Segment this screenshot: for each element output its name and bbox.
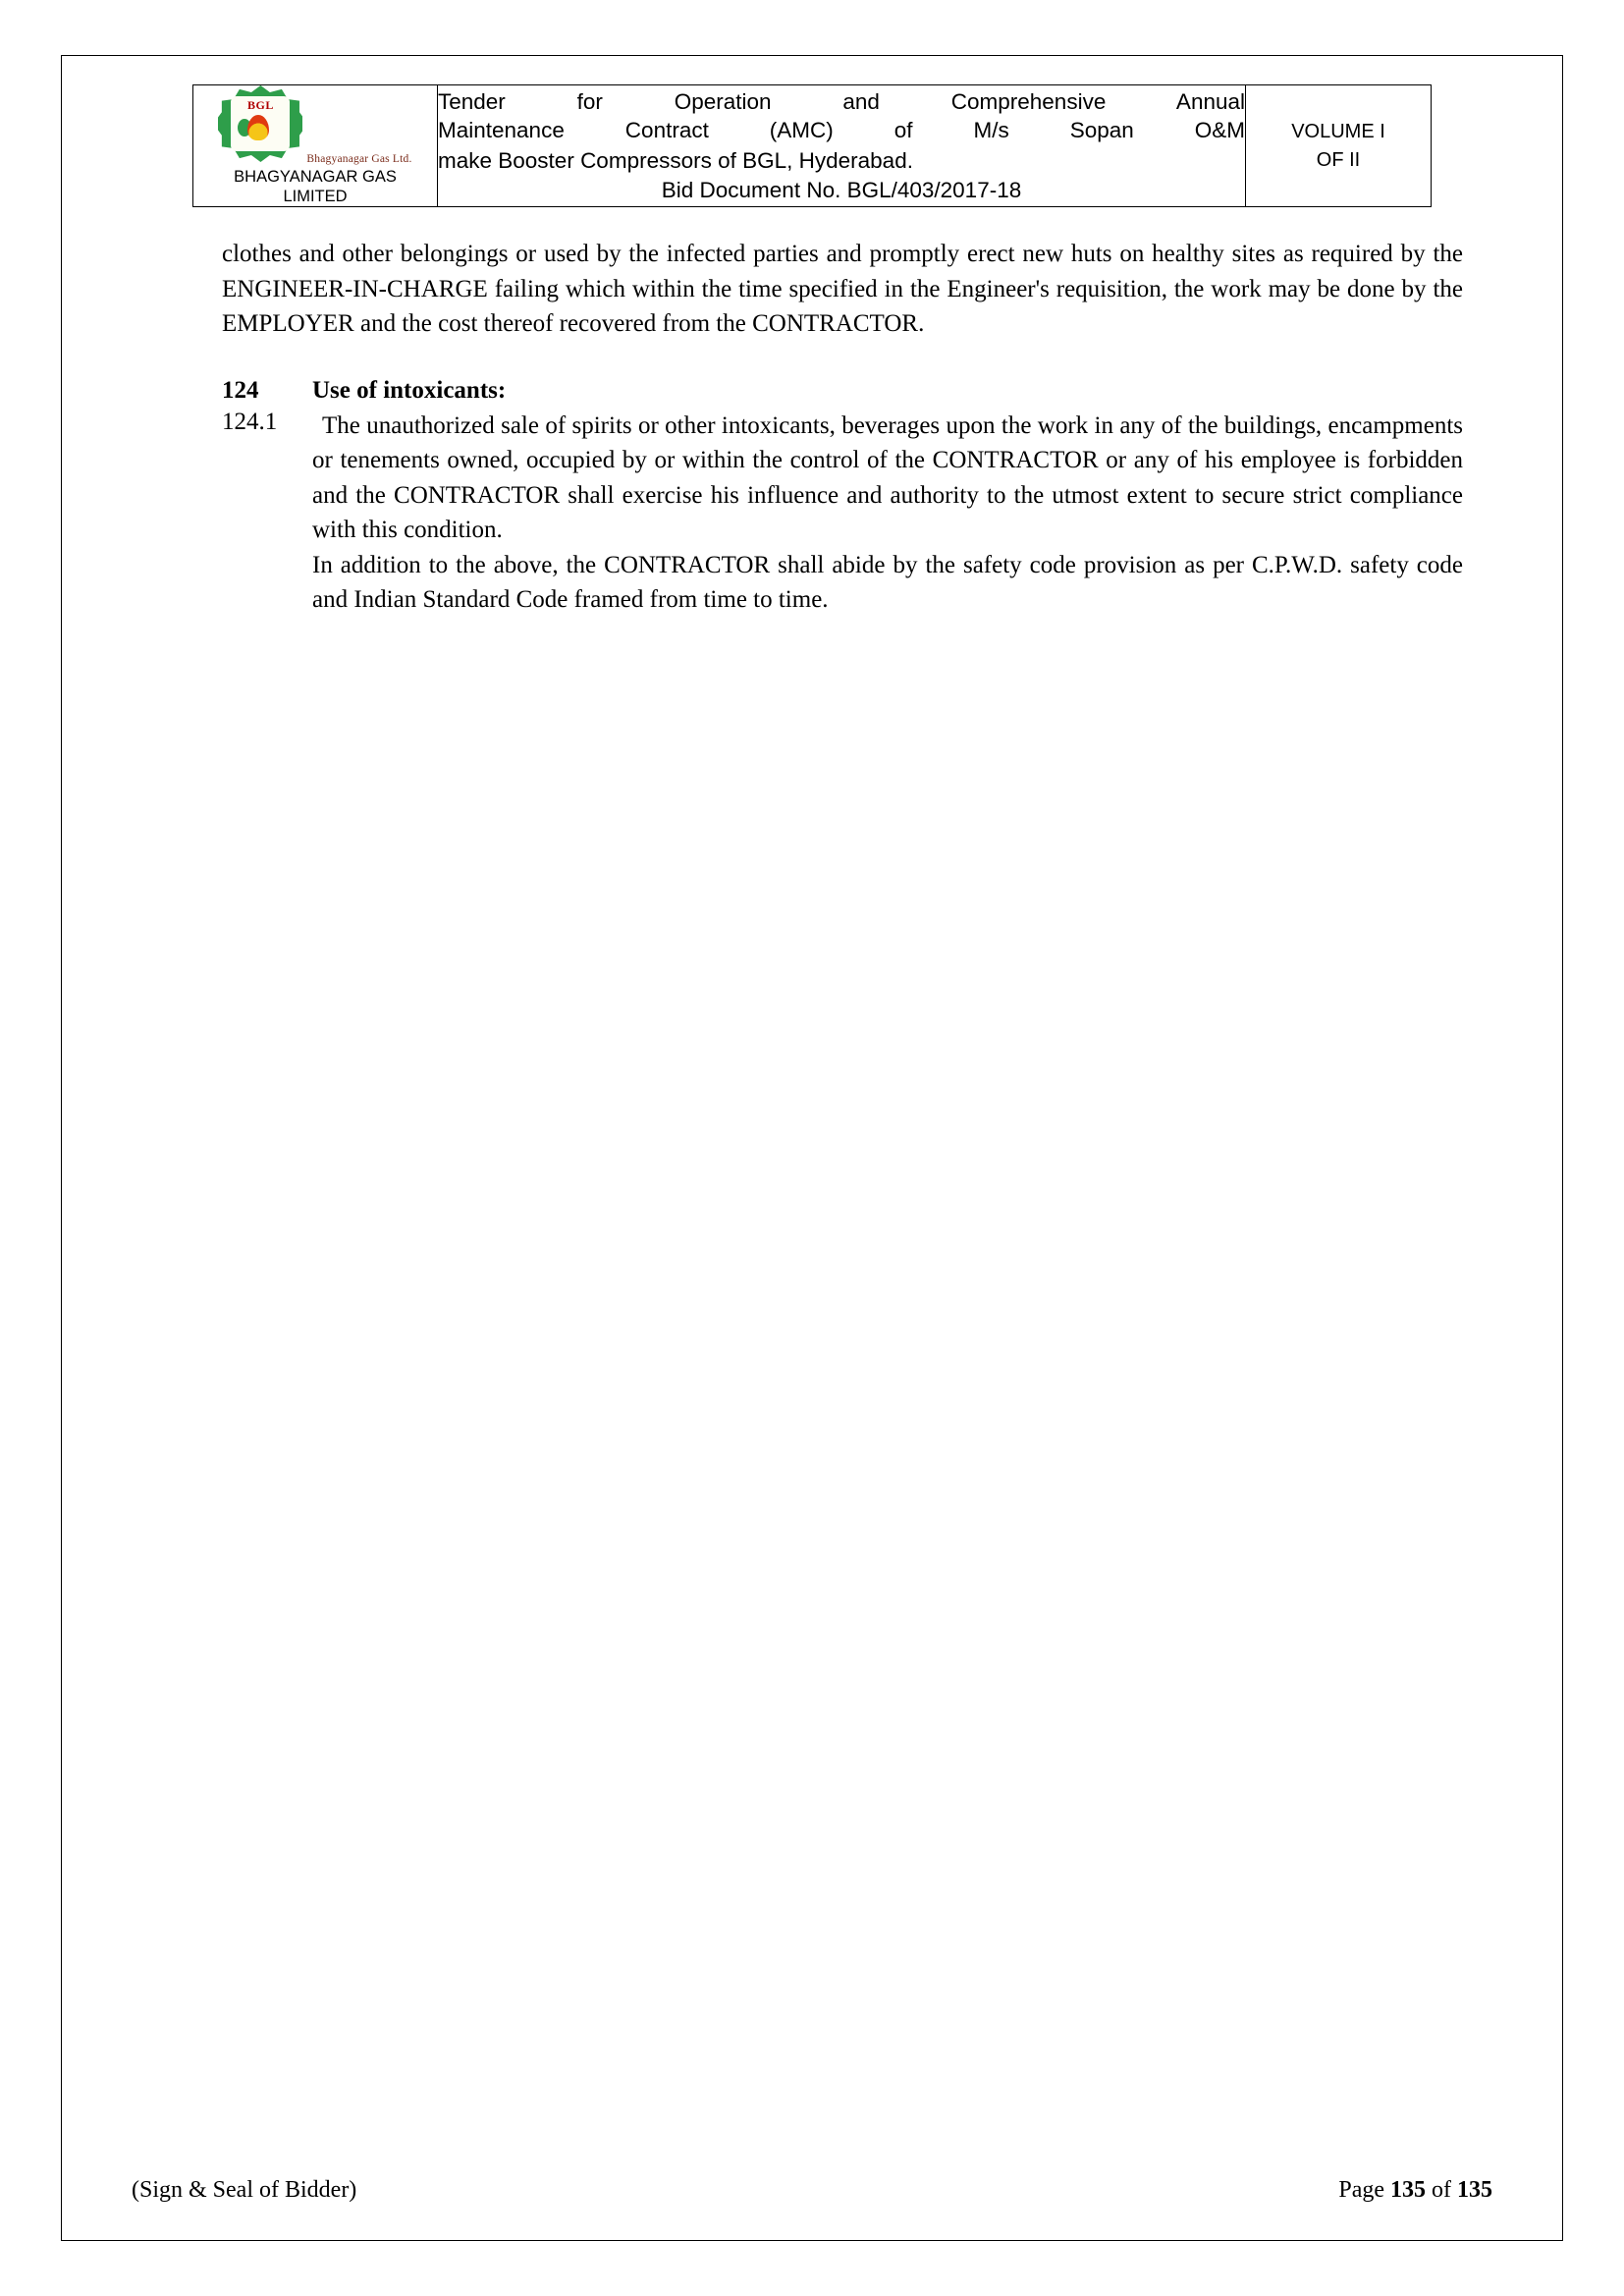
page-content: [61, 55, 1563, 2241]
company-name-line1: BHAGYANAGAR GAS: [234, 168, 397, 186]
page-number-label: [1338, 2177, 1492, 2204]
bid-document-number: Bid Document No. BGL/403/2017-18: [661, 177, 1022, 202]
logo-cell: [193, 85, 438, 207]
page-footer: [132, 2177, 1492, 2204]
clause-body: [312, 409, 1463, 618]
logo-caption: Bhagyanagar Gas Ltd.: [306, 153, 412, 165]
document-header-table: [192, 84, 1432, 207]
tender-title-line2: Maintenance Contract (AMC) of M/s Sopan O&M: [438, 118, 1245, 143]
logo-mark-text: BGL: [247, 98, 274, 112]
volume-cell: [1246, 85, 1432, 207]
volume-line1: VOLUME I: [1291, 120, 1385, 142]
clause-paragraph-2: In addition to the above, the CONTRACTOR shall abide by the safety code provision as per C.P.W.D. safety code and Indian Standard Code framed from time to time.: [312, 551, 1463, 614]
clause-paragraph-1: The unauthorized sale of spirits or other intoxicants, beverages upon the work in any of the buildings, encampments or tenements owned, occupied by or within the control of the CONTRACTOR or any of his employee is forbidden and the CONTRACTOR shall exercise his influence and authority to the utmost extent to secure strict compliance with this condition.: [312, 411, 1463, 544]
tender-title-cell: [438, 85, 1246, 207]
company-name-line2: LIMITED: [283, 188, 348, 206]
page-of-text: of: [1426, 2177, 1457, 2203]
sign-seal-label: (Sign & Seal of Bidder): [132, 2177, 357, 2203]
section-number: 124: [222, 376, 259, 404]
logo-wrap: [193, 85, 437, 206]
body-block: [132, 237, 1492, 618]
clause-124-1: [222, 409, 1463, 618]
header-row: [193, 85, 1432, 207]
volume-line2: OF II: [1316, 148, 1361, 171]
page-label-text: Page: [1338, 2177, 1390, 2203]
page-total-number: 135: [1457, 2177, 1492, 2203]
bgl-logo-icon: [218, 85, 302, 162]
tender-title-line3: make Booster Compressors of BGL, Hyderabad.: [438, 147, 913, 173]
section-title: Use of intoxicants:: [312, 376, 507, 404]
continued-paragraph: clothes and other belongings or used by the infected parties and promptly erect new huts on healthy sites as required by the ENGINEER-IN-CHARGE failing which within the time specified in the Engineer's requisition, the work may be done by the EMPLOYER and the cost thereof recovered from the CONTRACTOR.: [222, 241, 1463, 338]
tender-title-line1: Tender for Operation and Comprehensive Annual: [438, 89, 1245, 115]
section-heading: [222, 377, 1463, 405]
clause-number: 124.1: [222, 408, 278, 435]
page-current-number: 135: [1390, 2177, 1426, 2203]
